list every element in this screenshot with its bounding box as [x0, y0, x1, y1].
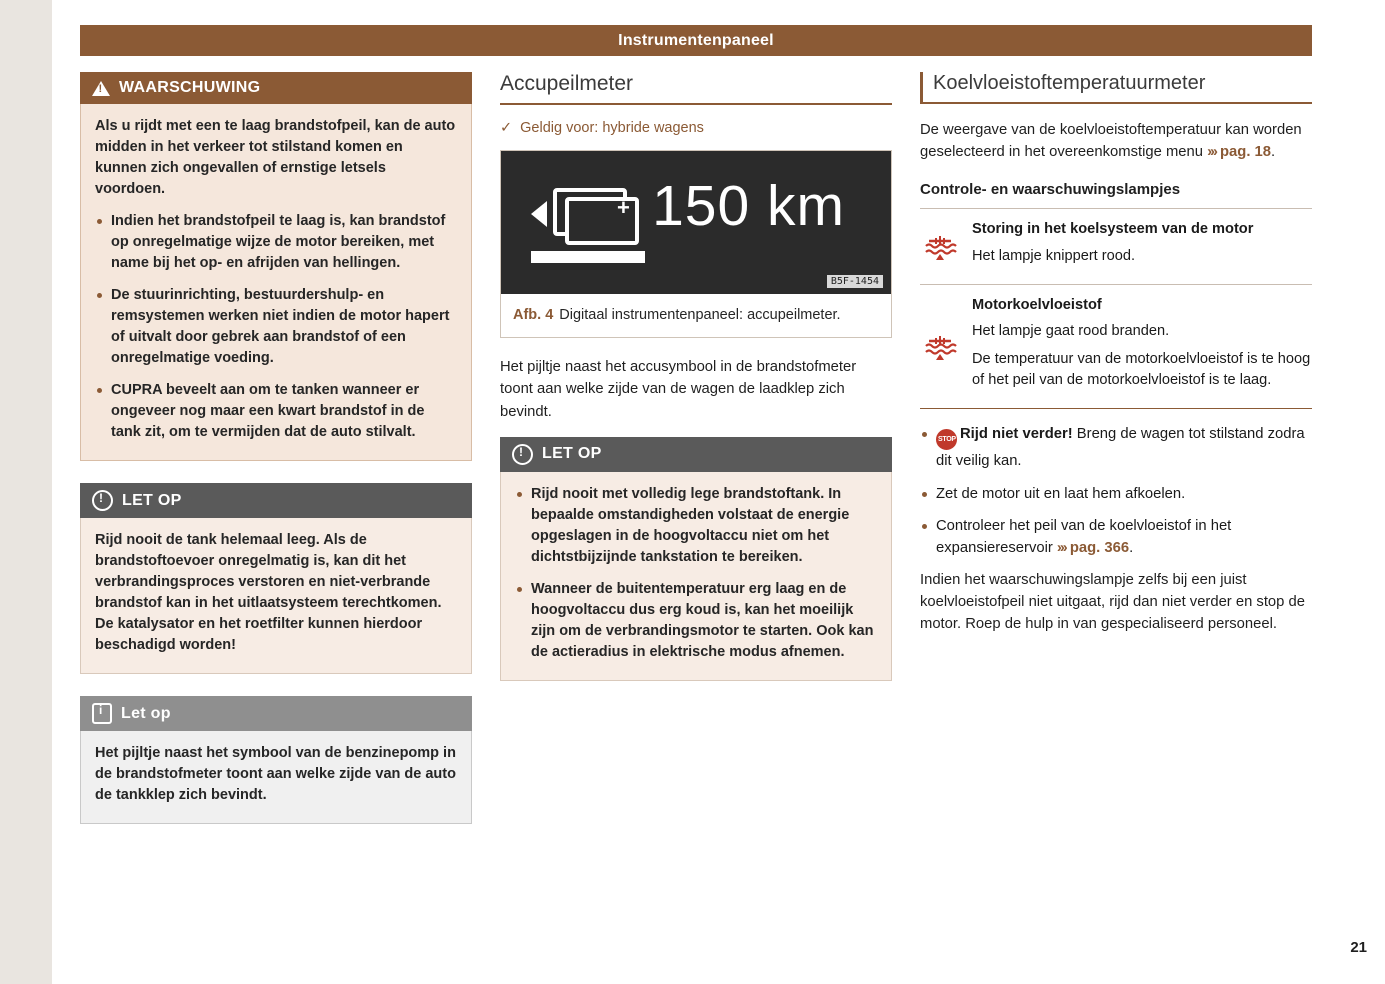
info-icon: [92, 703, 112, 724]
action-text: Controleer het peil van de koelvloeistof in het expansiereservoir: [936, 517, 1232, 556]
lamp-text: [972, 219, 1312, 273]
action-bold: Rijd niet verder!: [960, 426, 1073, 443]
column-middle: [500, 72, 892, 846]
validity-text: Geldig voor: hybride wagens: [520, 120, 704, 136]
page-reference-366[interactable]: pag. 366: [1069, 539, 1130, 556]
figure-label: Afb. 4: [513, 307, 554, 323]
info-box-body: [80, 731, 472, 824]
action-text: Zet de motor uit en laat hem afkoelen.: [936, 485, 1186, 502]
page-margin-strip: [0, 0, 52, 984]
page-header-title: Instrumentenpaneel: [618, 31, 774, 49]
warning-box-body: [80, 104, 472, 461]
right-closing-paragraph: Indien het waarschuwingslampje zelfs bij een juist koelvloeistofpeil niet uitgaat, rijd dan niet verder en stop de motor. Roep de hulp in van gespecialiseerd personeel.: [920, 572, 1305, 633]
figure-image: [501, 151, 891, 294]
lamp-line: Het lampje gaat rood branden.: [972, 322, 1170, 339]
validity-line: [500, 120, 892, 136]
page-number: 21: [1350, 939, 1367, 956]
battery-level-bar: [531, 251, 645, 263]
warning-bullet: Indien het brandstofpeil te laag is, kan brandstof op onregelmatige wijze de motor bereiken, met name bij het op- en afrijden van hellingen.: [95, 211, 457, 274]
note-box-header: [80, 483, 472, 518]
page-reference-18[interactable]: pag. 18: [1220, 144, 1272, 161]
middle-note-bullet: Rijd nooit met volledig lege brandstoftank. In bepaalde omstandigheden volstaat de energie opgeslagen in de hoogvoltaccu niet om het dichtstbijzijnde tankstation te bereiken.: [515, 484, 877, 568]
middle-note-box: [500, 437, 892, 681]
lamp-row: [920, 285, 1312, 410]
warning-box-header: [80, 72, 472, 104]
exclamation-circle-icon: [92, 490, 113, 511]
lamp-title: Storing in het koelsysteem van de motor: [972, 221, 1254, 238]
middle-paragraph: Het pijltje naast het accusymbool in de brandstofmeter toont aan welke zijde van de wagen de laadklep zich bevindt.: [500, 359, 857, 420]
lamp-title: Motorkoelvloeistof: [972, 296, 1102, 313]
lamp-text: [972, 295, 1312, 399]
arrow-left-icon: [531, 201, 547, 227]
action-bullet-stop: [920, 423, 1312, 472]
right-intro-text-a: De weergave van de koelvloeistoftemperatuur kan worden geselecteerd in het overeenkomstige menu: [920, 122, 1302, 161]
section-heading-koelvloeistof: Koelvloeistoftemperatuurmeter: [920, 72, 1312, 104]
warning-paragraph: Als u rijdt met een te laag brandstofpeil, kan de auto midden in het verkeer tot stilstand komen en kunnen zich ongevallen of ernstige letsels voordoen.: [95, 118, 456, 198]
check-icon: ✓: [500, 120, 513, 136]
plus-icon: +: [617, 195, 630, 220]
right-intro-text-b: .: [1271, 144, 1276, 161]
note-box: [80, 483, 472, 674]
figure-accupeilmeter: [500, 150, 892, 338]
right-subheading: Controle- en waarschuwingslampjes: [920, 181, 1181, 199]
range-value: 150 km: [652, 174, 845, 238]
note-box-title: LET OP: [122, 491, 182, 509]
warning-triangle-icon: [92, 80, 110, 96]
coolant-system-fault-icon: [920, 219, 960, 273]
lamp-line: De temperatuur van de motorkoelvloeistof is te hoog of het peil van de motorkoelvloeistof is te laag.: [972, 351, 1311, 389]
chevron-right-icon: ›››: [1207, 144, 1216, 161]
action-bullet: [920, 483, 1312, 505]
figure-caption-text: Digitaal instrumentenpaneel: accupeilmeter.: [559, 307, 841, 323]
action-text: Breng de wagen tot stilstand zodra dit veilig kan.: [936, 426, 1305, 470]
note-paragraph: Rijd nooit de tank helemaal leeg. Als de brandstoftoevoer onregelmatig is, kan dit het verbrandingsproces verstoren en niet-verbrande brandstof kan in het uitlaatsysteem terechtkomen. De katalysator en het roetfilter kunnen hierdoor beschadigd worden!: [95, 532, 442, 654]
warning-box-title: WAARSCHUWING: [119, 79, 261, 96]
middle-note-header: [500, 437, 892, 472]
column-right: [920, 72, 1312, 846]
lamp-row: [920, 209, 1312, 284]
column-left: [80, 72, 472, 846]
info-box-title: Let op: [121, 704, 171, 722]
info-box: [80, 696, 472, 824]
warning-bullet: CUPRA beveelt aan om te tanken wanneer er ongeveer nog maar een kwart brandstof in de tank zit, om te vermijden dat de auto stilvalt.: [95, 380, 457, 443]
exclamation-circle-icon: [512, 444, 533, 465]
figure-code: B5F-1454: [827, 275, 883, 288]
middle-note-body: [500, 472, 892, 681]
middle-note-bullet: Wanneer de buitentemperatuur erg laag en de hoogvoltaccu dus erg koud is, kan het moeilijk zijn om de verbrandingsmotor te starten. Ook kan de actieradius in elektrische modus afnemen.: [515, 579, 877, 663]
chevron-right-icon: ›››: [1056, 539, 1066, 556]
right-intro-paragraph: [920, 119, 1312, 163]
content-columns: [80, 72, 1312, 846]
lamp-table: [920, 208, 1312, 409]
note-box-body: [80, 518, 472, 674]
page-header: [80, 25, 1312, 56]
middle-note-title: LET OP: [542, 445, 602, 463]
action-bullet-ref: Controleer het peil van de koelvloeistof in het expansiereservoir ››› pag. 366.: [920, 515, 1312, 559]
section-heading-accupeilmeter: Accupeilmeter: [500, 72, 892, 105]
coolant-temperature-icon: [920, 295, 960, 399]
warning-box: [80, 72, 472, 461]
info-paragraph: Het pijltje naast het symbool van de benzinepomp in de brandstofmeter toont aan welke zijde van de auto de tankklep zich bevindt.: [95, 745, 456, 804]
warning-bullet: De stuurinrichting, bestuurdershulp- en remsystemen werken niet indien de motor hapert of uitvalt door gebrek aan brandstof of een onregelmatige voeding.: [95, 285, 457, 369]
info-box-header: [80, 696, 472, 731]
stop-icon: STOP: [936, 429, 957, 450]
figure-caption: [501, 294, 891, 337]
lamp-line: Het lampje knippert rood.: [972, 247, 1136, 264]
